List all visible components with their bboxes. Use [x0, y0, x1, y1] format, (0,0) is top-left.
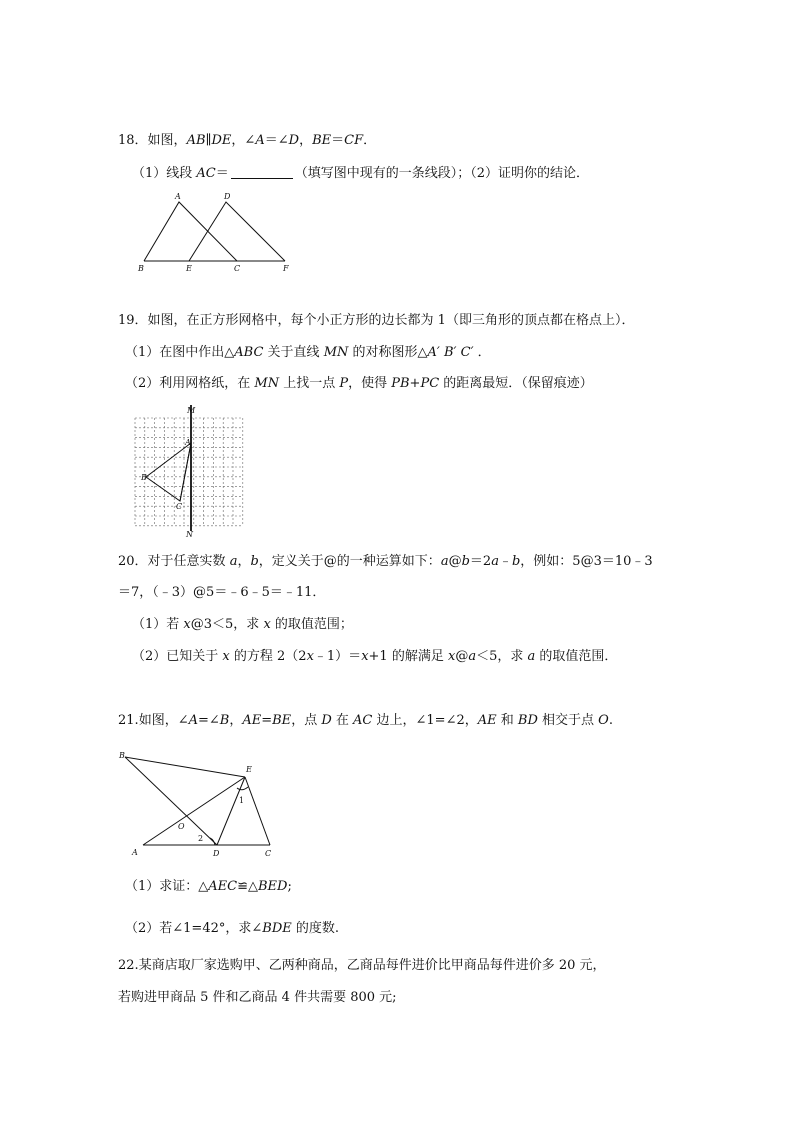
label-A: A [185, 438, 191, 447]
label-D: D [213, 849, 220, 858]
segment-ed [217, 777, 245, 845]
label-B: B [119, 751, 125, 760]
label-C: C [176, 502, 183, 511]
q19-grid-figure [130, 403, 255, 538]
q21-part1: （1）求证：△AEC≌△BED; [125, 879, 292, 894]
answer-blank[interactable] [231, 165, 293, 179]
q20-stem: 20．对于任意实数 a，b，定义关于@的一种运算如下：a@b＝2a﹣b，例如：5@3＝10﹣3 [118, 554, 653, 569]
q18-stem: 18．如图，AB∥DE，∠A＝∠D，BE＝CF． [118, 133, 377, 148]
q21-stem: 21.如图，∠A=∠B，AE=BE，点 D 在 AC 边上，∠1=∠2，AE 和 BD 相交于点 O. [118, 713, 613, 728]
label-C: C [234, 264, 241, 273]
square-grid [135, 418, 243, 526]
label-A: A [132, 848, 138, 857]
label-E: E [186, 264, 192, 273]
question-number: 18． [118, 133, 148, 148]
segment-ec [245, 777, 270, 845]
question-number: 20． [118, 554, 148, 569]
q22-stem: 22.某商店取厂家选购甲、乙两种商品，乙商品每件进价比甲商品每件进价多 20 元， [118, 958, 606, 973]
label-E: E [246, 765, 252, 774]
label-C: C [265, 849, 272, 858]
q21-figure [115, 748, 280, 863]
triangle-def [189, 202, 285, 261]
question-number: 22. [118, 958, 139, 973]
label-F: F [283, 264, 289, 273]
q18-part1: （1）线段 AC＝ （填写图中现有的一条线段）；（2）证明你的结论． [132, 166, 590, 181]
angle-label-2: 2 [198, 834, 204, 843]
question-number: 21. [118, 713, 139, 728]
angle-label-1: 1 [239, 796, 245, 805]
label-B: B [141, 473, 147, 482]
q20-stem-cont: ＝7，（﹣3）@5＝﹣6﹣5＝﹣11． [118, 585, 326, 600]
label-D: D [224, 192, 231, 201]
label-B: B [138, 264, 144, 273]
label-M: M [187, 406, 196, 415]
q19-part1: （1）在图中作出△ABC 关于直线 MN 的对称图形△A′ B′ C′ ． [125, 345, 491, 360]
q19-part2: （2）利用网格纸，在 MN 上找一点 P，使得 PB+PC 的距离最短．（保留痕迹） [125, 376, 593, 391]
angle-1-mark [237, 787, 248, 790]
segment-ae [143, 777, 245, 845]
q20-part1: （1）若 x@3＜5，求 x 的取值范围； [132, 617, 353, 632]
q21-part2: （2）若∠1=42°，求∠BDE 的度数. [125, 921, 339, 936]
label-O: O [178, 822, 185, 831]
triangle-abc [144, 202, 237, 261]
label-A: A [175, 192, 181, 201]
q22-stem-cont: 若购进甲商品 5 件和乙商品 4 件共需要 800 元; [118, 990, 397, 1005]
q19-stem: 19．如图，在正方形网格中，每个小正方形的边长都为 1（即三角形的顶点都在格点上）． [118, 313, 635, 328]
question-number: 19． [118, 313, 148, 328]
q18-figure [135, 190, 295, 275]
q20-part2: （2）已知关于 x 的方程 2（2x﹣1）＝x+1 的解满足 x@a＜5，求 a 的取值范围． [132, 649, 618, 664]
label-N: N [186, 530, 193, 539]
